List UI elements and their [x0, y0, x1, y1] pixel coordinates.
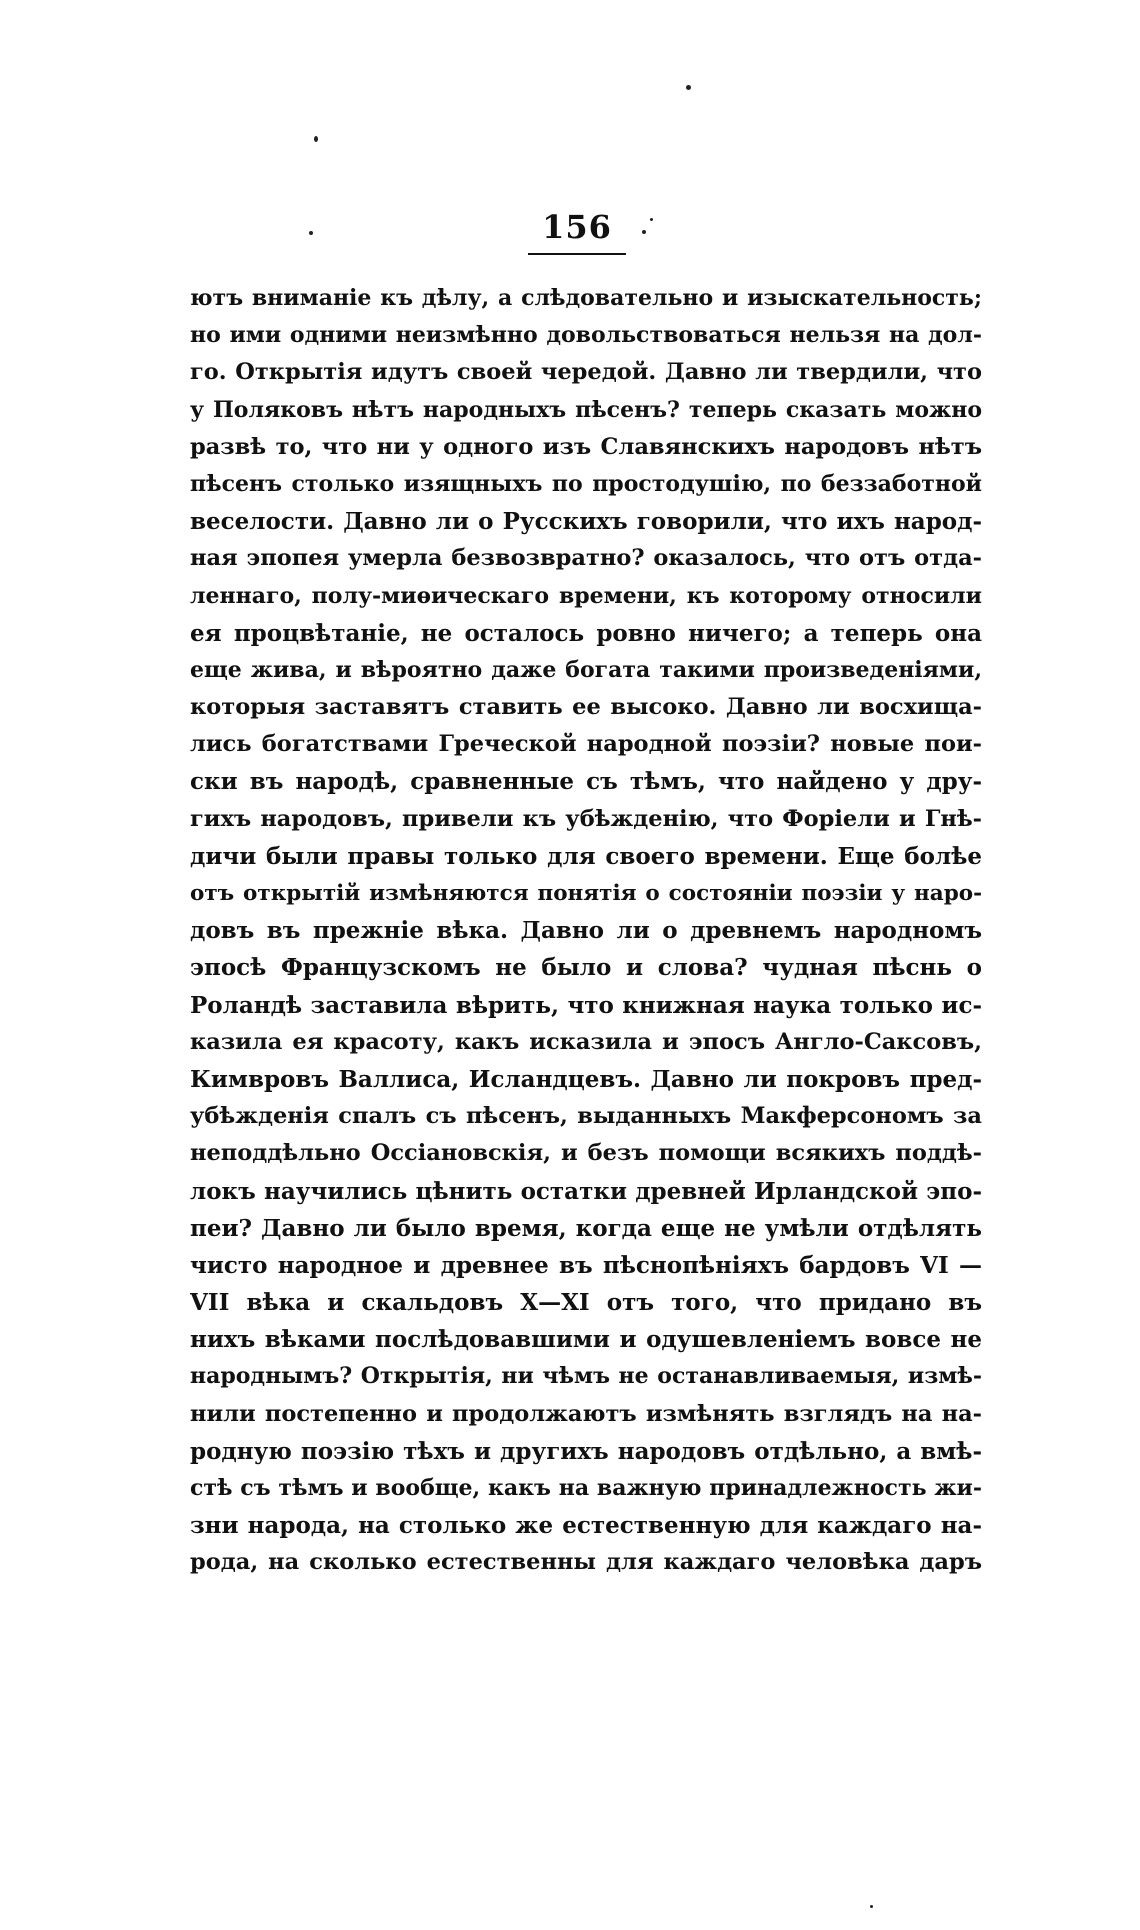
text-line: Кимвровъ Валлиса, Исландцевъ. Давно ли покровъ пред- [190, 1065, 982, 1093]
text-line: леннаго, полу-миѳическаго времени, къ которому относили [190, 582, 982, 609]
text-line: стѣ съ тѣмъ и вообще, какъ на важную принадлежность жи- [190, 1475, 982, 1501]
ink-speck [642, 230, 646, 234]
ink-speck [650, 218, 653, 221]
text-line: которыя заставятъ ставить ее высоко. Давно ли восхища- [190, 694, 982, 721]
ink-speck [309, 231, 313, 235]
text-line: отъ открытій измѣняются понятія о состояніи поэзіи у наро- [190, 881, 982, 906]
body-text [190, 280, 982, 1582]
text-line: го. Открытія идутъ своей чередой. Давно ли твердили, что [190, 359, 982, 386]
text-line: VII вѣка и скальдовъ X—XI отъ того, что придано въ [190, 1289, 982, 1317]
text-line: у Поляковъ нѣтъ народныхъ пѣсенъ? теперь сказать можно [190, 396, 982, 423]
text-line: чисто народное и древнее въ пѣснопѣніяхъ бардовъ VI — [190, 1251, 982, 1279]
text-line: рода, на сколько естественны для каждаго человѣка даръ [190, 1549, 982, 1576]
text-line: гихъ народовъ, привели къ убѣжденію, что Форіели и Гнѣ- [190, 805, 982, 832]
text-line: но ими одними неизмѣнно довольствоваться нельзя на дол- [190, 322, 982, 349]
text-line: зни народа, на столько же естественную для каждаго на- [190, 1512, 982, 1540]
ink-speck [314, 136, 318, 142]
text-line: веселости. Давно ли о Русскихъ говорили, что ихъ народ- [190, 508, 982, 536]
text-line: эпосѣ Французскомъ не было и слова? чудная пѣснь о [190, 954, 982, 982]
text-line: ски въ народѣ, сравненные съ тѣмъ, что найдено у дру- [190, 768, 982, 796]
text-line: локъ научились цѣнить остатки древней Ирландской эпо- [190, 1177, 982, 1205]
text-line: казила ея красоту, какъ исказила и эпосъ Англо-Саксовъ, [190, 1028, 982, 1055]
text-line: неподдѣльно Оссіановскія, и безъ помощи всякихъ поддѣ- [190, 1140, 982, 1167]
text-line: развѣ то, что ни у одного изъ Славянскихъ народовъ нѣтъ [190, 433, 982, 460]
text-line: убѣжденія спалъ съ пѣсенъ, выданныхъ Макферсономъ за [190, 1103, 982, 1130]
text-line: довъ въ прежніе вѣка. Давно ли о древнемъ народномъ [190, 917, 982, 945]
text-line: нили постепенно и продолжаютъ измѣнять взглядъ на на- [190, 1400, 982, 1427]
text-line: лись богатствами Греческой народной поэзіи? новые пои- [190, 731, 982, 758]
text-line: ютъ вниманіе къ дѣлу, а слѣдовательно и изыскательность; [190, 285, 982, 311]
text-line: дичи были правы только для своего времени. Еще болѣе [190, 842, 982, 870]
text-line: пеи? Давно ли было время, когда еще не умѣли отдѣлять [190, 1214, 982, 1242]
ink-speck [686, 85, 691, 90]
text-line: ея процвѣтаніе, не осталось ровно ничего; а теперь она [190, 619, 982, 647]
page-number: 156 [542, 208, 612, 246]
text-line: еще жива, и вѣроятно даже богата такими произведеніями, [190, 656, 982, 683]
ink-speck [870, 1905, 873, 1908]
text-line: народнымъ? Открытія, ни чѣмъ не останавливаемыя, измѣ- [190, 1363, 982, 1390]
text-line: Роландѣ заставила вѣрить, что книжная наука только ис- [190, 991, 982, 1019]
text-line: родную поэзію тѣхъ и другихъ народовъ отдѣльно, а вмѣ- [190, 1437, 982, 1465]
text-line: пѣсенъ столько изящныхъ по простодушію, по беззаботной [190, 470, 982, 497]
text-line: ная эпопея умерла безвозвратно? оказалось, что отъ отда- [190, 545, 982, 572]
text-line: нихъ вѣками послѣдовавшими и одушевленіемъ вовсе не [190, 1326, 982, 1354]
header-rule [528, 253, 626, 255]
